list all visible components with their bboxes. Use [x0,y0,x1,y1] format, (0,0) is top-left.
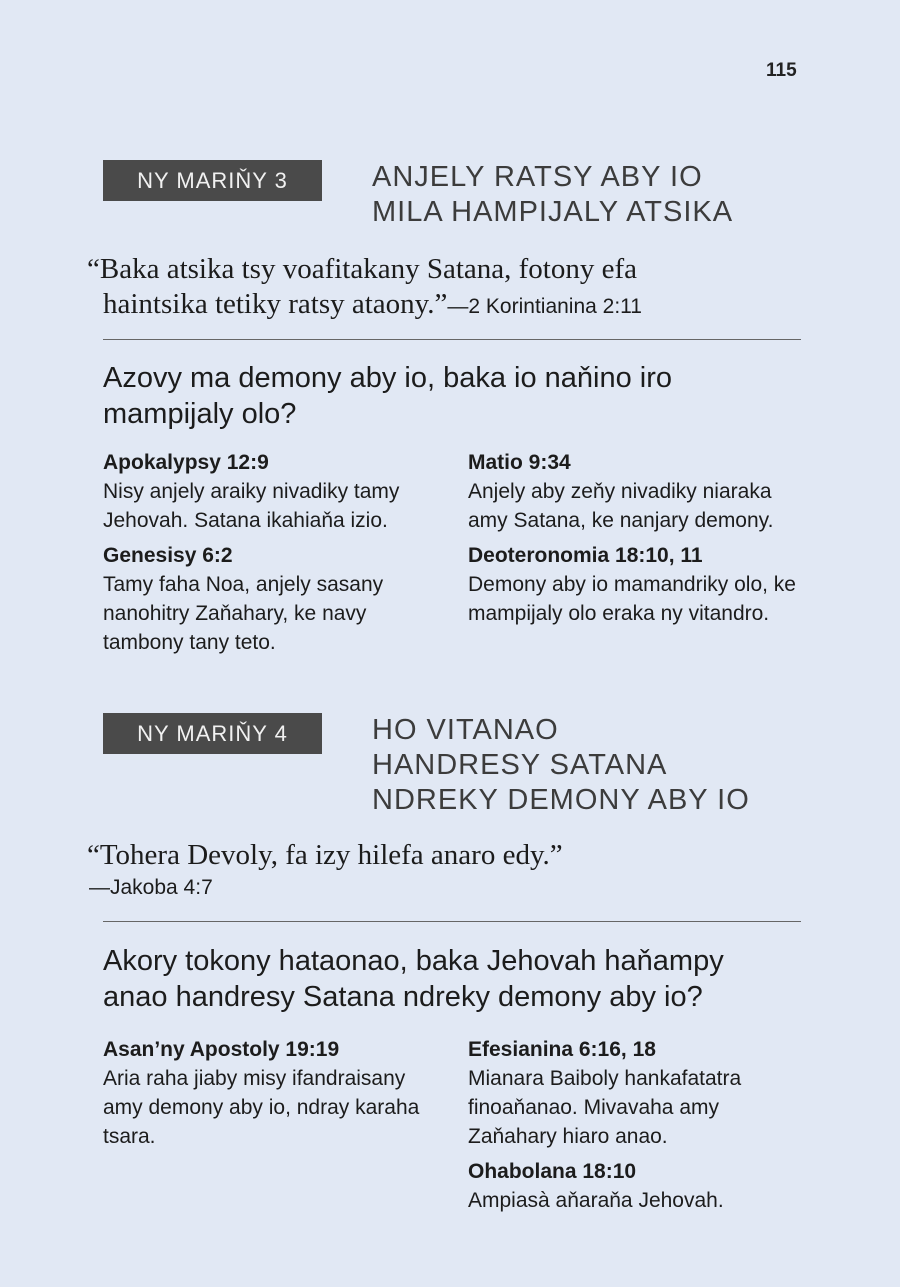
scripture-reference: Ohabolana 18:10 [468,1160,637,1183]
lesson-3-title [372,160,733,230]
scripture-reference: Asan’ny Apostoly 19:19 [103,1038,340,1061]
lesson-4-refs-right [468,1035,808,1221]
scripture-reference: Efesianina 6:16, 18 [468,1038,656,1061]
page-number: 115 [766,60,797,81]
reference-text: Nisy anjely araiky nivadiky tamy Jehovah. Satana ikahiaňa izio. [103,480,400,532]
scripture-reference: Apokalypsy 12:9 [103,451,269,474]
lesson-4-quote-citation: —Jakoba 4:7 [89,876,213,899]
lesson-4-badge: NY MARIŇY 4 [103,713,322,754]
lesson-3-question [103,360,803,432]
lesson-3-badge: NY MARIŇY 3 [103,160,322,201]
lesson-4-section [87,713,803,1233]
reference-text: Anjely aby zeňy nivadiky niaraka amy Satana, ke nanjary demony. [468,480,774,532]
lesson-4-question [103,943,803,1015]
lesson-3-question-line1: Azovy ma demony aby io, baka io naňino iro [103,362,673,394]
lesson-4-divider [103,921,801,922]
lesson-4-title-line2: HANDRESY SATANA [372,749,668,781]
lesson-4-title [372,713,750,818]
lesson-3-quote [87,252,807,324]
reference-text: Tamy faha Noa, anjely sasany nanohitry Zaňahary, ke navy tambony tany teto. [103,573,384,654]
lesson-3-title-line1: ANJELY RATSY ABY IO [372,161,703,193]
reference-text: Demony aby io mamandriky olo, ke mampijaly olo eraka ny vitandro. [468,573,796,625]
reference-text: Mianara Baiboly hankafatatra finoaňanao. Mivavaha amy Zaňahary hiaro anao. [468,1067,742,1148]
scripture-reference: Matio 9:34 [468,451,571,474]
lesson-3-refs-left [103,448,443,663]
lesson-3-quote-line2: haintsika tetiky ratsy ataony.” [103,288,448,320]
scripture-reference: Genesisy 6:2 [103,544,233,567]
lesson-3-divider [103,339,801,340]
lesson-4-question-line2: anao handresy Satana ndreky demony aby io? [103,981,703,1013]
lesson-3-title-line2: MILA HAMPIJALY ATSIKA [372,196,734,228]
lesson-4-refs-left [103,1035,443,1157]
lesson-4-title-line1: HO VITANAO [372,714,559,746]
lesson-3-section [87,160,803,700]
lesson-3-refs-right [468,448,808,634]
reference-text: Ampiasà aňaraňa Jehovah. [468,1189,724,1212]
lesson-3-quote-citation: —2 Korintianina 2:11 [447,295,642,318]
scripture-reference: Deoteronomia 18:10, 11 [468,544,703,567]
lesson-3-quote-line1: “Baka atsika tsy voafitakany Satana, fotony efa [87,253,637,285]
lesson-4-quote-line1: “Tohera Devoly, fa izy hilefa anaro edy.” [87,839,563,871]
lesson-3-question-line2: mampijaly olo? [103,398,297,430]
lesson-4-title-line3: NDREKY DEMONY ABY IO [372,784,750,816]
reference-text: Aria raha jiaby misy ifandraisany amy demony aby io, ndray karaha tsara. [103,1067,420,1148]
lesson-4-question-line1: Akory tokony hataonao, baka Jehovah haňampy [103,945,724,977]
lesson-4-quote [87,838,807,903]
